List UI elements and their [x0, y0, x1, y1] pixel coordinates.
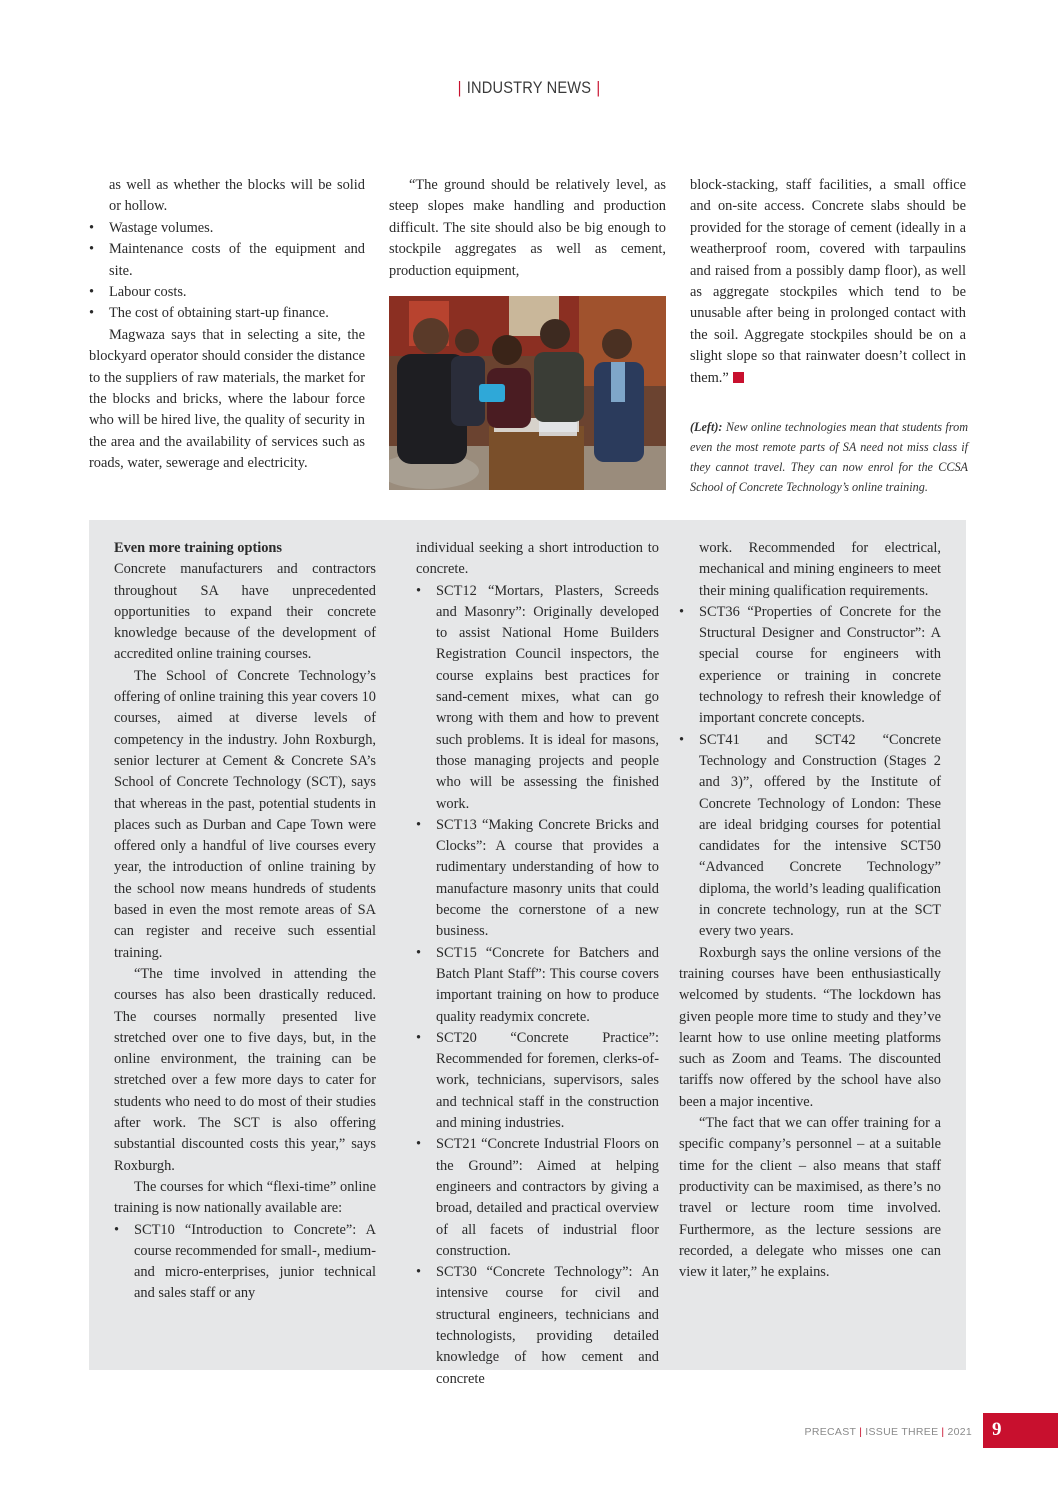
paragraph: as well as whether the blocks will be solid or hollow. [109, 177, 365, 215]
paragraph: “The time involved in attending the courses has also been drastically reduced. The courses normally presented live stretched over one to five days, but, in the online environment, the training can be stretched over a few more days to cater for students who need to do most of their studies after work. The SCT is also offering substantial discounted costs this year,” says Roxburgh. [114, 965, 376, 1174]
list-item: • SCT30 “Concrete Technology”: An intensive course for civil and structural engineers, technicians and technologists, providing detailed knowledge of how cement and concrete [416, 1262, 659, 1390]
article-column-2 [389, 175, 666, 282]
header-bar-right: | [596, 78, 601, 97]
footer-bar: | [941, 1426, 945, 1438]
training-photo-illustration [389, 296, 666, 490]
section-title: INDUSTRY NEWS [466, 78, 592, 97]
page-footer [750, 1426, 972, 1438]
section-header [74, 78, 984, 98]
sidebar-column-2 [416, 538, 659, 1390]
end-of-article-icon [733, 372, 744, 383]
footer-bar: | [859, 1426, 863, 1438]
list-item: • SCT15 “Concrete for Batchers and Batch Plant Staff”: This course covers important training on how to produce quality readymix concrete. [416, 943, 659, 1028]
course-list [114, 1220, 376, 1305]
sidebar-column-3 [679, 538, 941, 1283]
paragraph: individual seeking a short introduction to concrete. [416, 540, 659, 578]
paragraph: The courses for which “flexi-time” online training is now nationally available are: [114, 1178, 376, 1217]
paragraph: Concrete manufacturers and contractors throughout SA have unprecedented opportunities to expand their concrete knowledge because of the development of accredited online training courses. [114, 561, 376, 663]
paragraph: Magwaza says that in selecting a site, the blockyard operator should consider the distance to the suppliers of raw materials, the market for the blocks and bricks, where the labour force who will be hired live, the quality of security in the area and the availability of services such as roads, water, sewerage and electricity. [89, 326, 365, 472]
paragraph: work. Recommended for electrical, mechanical and mining engineers to meet their mining qualification requirements. [699, 540, 941, 599]
paragraph: “The ground should be relatively level, as steep slopes make handling and production difficult. The site should also be big enough to stockpile aggregates as well as cement, production equipment, [389, 177, 666, 279]
paragraph: “The fact that we can offer training for a specific company’s personnel – at a suitable time for the client – also means that staff productivity can be maximised, as there’s no travel or lecture room time involved. Furthermore, as the lecture sessions are recorded, a delegate who misses one can view it later,” he explains. [679, 1115, 941, 1281]
list-item: • SCT41 and SCT42 “Concrete Technology and Construction (Stages 2 and 3)”, offered by the Institute of Concrete Technology of London: These are ideal bridging courses for potential candidates for the intensive SCT50 “Advanced Concrete Technology” diploma, the world’s leading qualification in concrete technology, run at the SCT every two years. [679, 730, 941, 943]
training-photo [389, 296, 666, 490]
paragraph [690, 175, 966, 389]
magazine-name: PRECAST [804, 1426, 857, 1438]
page-number-box [983, 1413, 1058, 1448]
sidebar-column-1 [114, 538, 376, 1305]
course-list [416, 581, 659, 1390]
list-item: • Maintenance costs of the equipment and site. [89, 239, 365, 282]
list-item: • SCT12 “Mortars, Plasters, Screeds and Masonry”: Originally developed to assist National Home Builders Registration Council inspectors, the course explains best practices for sand-cement mixes, what can go wrong with them and how to prevent such problems. It is ideal for masons, those managing projects and people who will be assessing the finished work. [416, 581, 659, 815]
list-item: • The cost of obtaining start-up finance. [89, 303, 365, 324]
list-item: • Labour costs. [89, 282, 365, 303]
year-label: 2021 [947, 1426, 972, 1438]
bullet-list [89, 218, 365, 325]
header-bar-left: | [457, 78, 462, 97]
list-item: • SCT21 “Concrete Industrial Floors on the Ground”: Aimed at helping engineers and contractors by giving a broad, detailed and practical overview of all facets of industrial floor construction. [416, 1134, 659, 1262]
caption-text: New online technologies mean that students from even the most remote parts of SA need not miss class if they cannot travel. They can now enrol for the CCSA School of Concrete Technology’s online training. [690, 420, 968, 494]
paragraph: Roxburgh says the online versions of the training courses have been enthusiastically welcomed by students. “The lockdown has given people more time to study and they’ve learnt how to use online meeting platforms such as Zoom and Teams. The discounted tariffs now offered by the school have also been a major incentive. [679, 944, 941, 1110]
list-item: • SCT10 “Introduction to Concrete”: A course recommended for small-, medium- and micro-enterprises, junior technical and sales staff or any [114, 1220, 376, 1305]
list-item: • Wastage volumes. [89, 218, 365, 239]
article-column-3 [690, 175, 966, 389]
article-column-1 [89, 175, 365, 475]
list-item: • SCT13 “Making Concrete Bricks and Clocks”: A course that provides a rudimentary understanding of how to manufacture masonry units that could become the cornerstone of a new business. [416, 815, 659, 943]
course-list [679, 602, 941, 943]
caption-label: (Left): [690, 420, 723, 434]
photo-caption [690, 417, 968, 497]
list-item: • SCT36 “Properties of Concrete for the Structural Designer and Constructor”: A special course for engineers with experience or training in concrete technology to refresh their knowledge of important concrete concepts. [679, 602, 941, 730]
sidebar-title: Even more training options [114, 540, 283, 556]
issue-label: ISSUE THREE [865, 1426, 939, 1438]
paragraph-text: block-stacking, staff facilities, a small office and on-site access. Concrete slabs should be provided for the storage of cement (ideally in a weatherproof room, covered with tarpaulins and raised from a possibly damp floor), as well as aggregate stockpiles which tend to be unusable after being in prolonged contact with the soil. Aggregate stockpiles should be on a slight slope so that rainwater doesn’t collect in them.” [690, 177, 966, 386]
page-number: 9 [992, 1419, 1002, 1440]
list-item: • SCT20 “Concrete Practice”: Recommended for foremen, clerks-of-work, technicians, supervisors, sales and technical staff in the construction and mining industries. [416, 1028, 659, 1134]
paragraph: The School of Concrete Technology’s offering of online training this year covers 10 courses, aimed at diverse levels of competency in the industry. John Roxburgh, senior lecturer at Cement & Concrete SA’s School of Concrete Technology (SCT), says that whereas in the past, potential students in places such as Durban and Cape Town were offered only a handful of live courses every year, the introduction of online training by the school now means hundreds of students based in even the most remote areas of SA can register and receive such essential training. [114, 667, 376, 961]
